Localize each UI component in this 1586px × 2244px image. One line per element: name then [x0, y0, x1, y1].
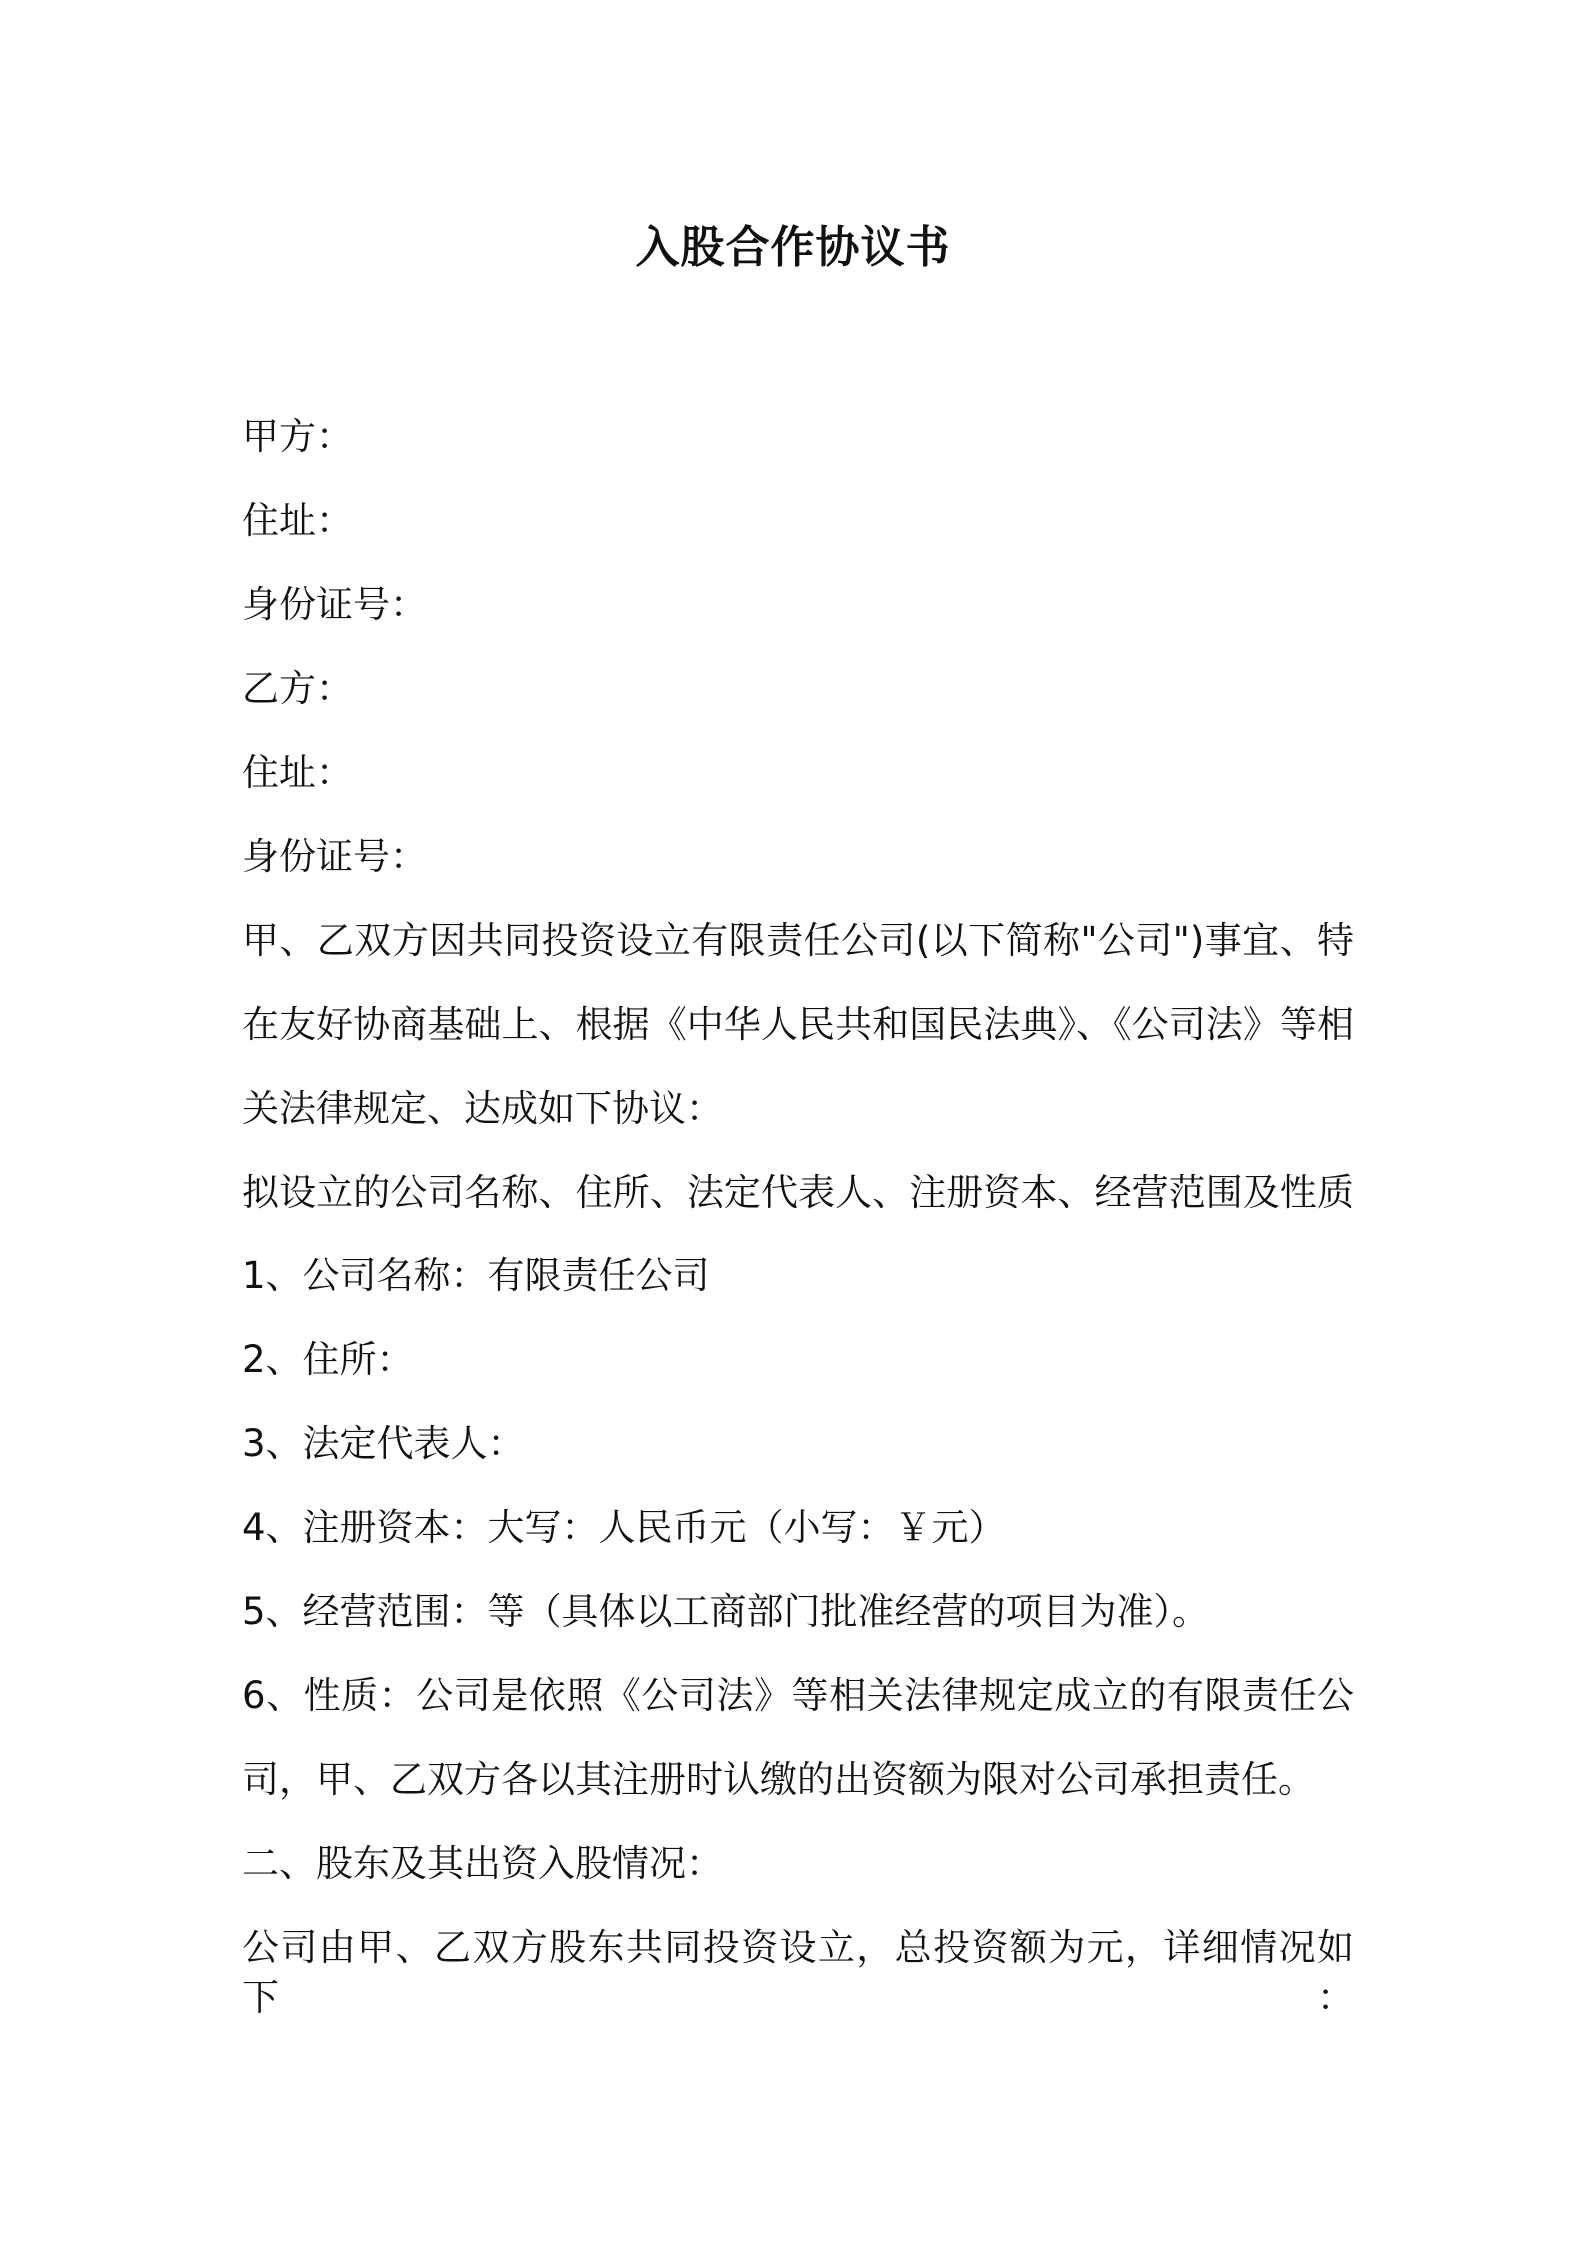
preamble-line: 在友好协商基础上、根据《中华人民共和国民法典》、《公司法》等相	[242, 1003, 1354, 1046]
clause-business-scope: 5、经营范围：等（具体以工商部门批准经营的项目为准）。	[242, 1590, 1210, 1633]
preamble-line: 甲、乙双方因共同投资设立有限责任公司(以下简称"公司")事宜、特	[242, 919, 1354, 962]
party-b-id-number: 身份证号：	[242, 835, 427, 878]
clause-nature: 6、性质：公司是依照《公司法》等相关法律规定成立的有限责任公	[242, 1674, 1354, 1717]
section-two-heading: 二、股东及其出资入股情况：	[242, 1842, 723, 1885]
party-a-label: 甲方：	[242, 415, 353, 458]
investment-summary: 公司由甲、乙双方股东共同投资设立，总投资额为元，详细情况如下：	[242, 1926, 1354, 2019]
clause-legal-representative: 3、法定代表人：	[242, 1422, 525, 1465]
clause-nature-continued: 司，甲、乙双方各以其注册时认缴的出资额为限对公司承担责任。	[242, 1758, 1315, 1801]
clause-registered-capital: 4、注册资本：大写：人民币元（小写：￥元）	[242, 1506, 1006, 1549]
party-b-label: 乙方：	[242, 667, 353, 710]
preamble-line: 关法律规定、达成如下协议：	[242, 1087, 723, 1130]
party-b-address: 住址：	[242, 751, 353, 794]
clause-company-name: 1、公司名称：有限责任公司	[242, 1254, 710, 1297]
clause-address: 2、住所：	[242, 1338, 414, 1381]
party-a-address: 住址：	[242, 499, 353, 542]
section-heading: 拟设立的公司名称、住所、法定代表人、注册资本、经营范围及性质	[242, 1171, 1354, 1214]
document-title: 入股合作协议书	[635, 222, 951, 273]
party-a-id-number: 身份证号：	[242, 583, 427, 626]
